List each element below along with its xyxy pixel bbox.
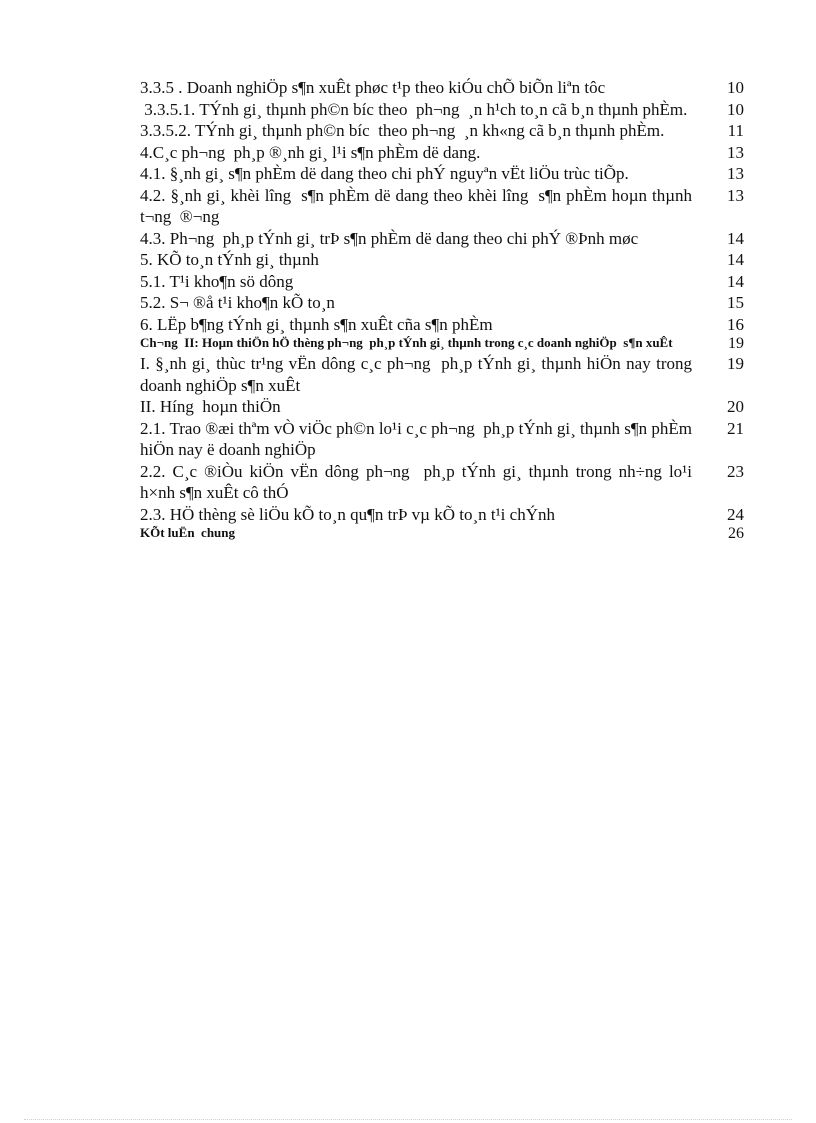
- toc-entry: [140, 249, 744, 271]
- toc-entry: [140, 163, 744, 185]
- toc-entry: [140, 185, 744, 228]
- toc-entry: [140, 292, 744, 314]
- toc-entry-page: 20: [727, 397, 744, 416]
- toc-entry-title: 5.2. S¬ ®å t¹i kho¶n kÕ to¸n: [140, 293, 335, 312]
- toc-entry-page: 23: [727, 461, 744, 481]
- toc-entry-page: 15: [727, 293, 744, 312]
- toc-entry: [140, 504, 744, 526]
- toc-entry-title: 2.2. C¸c ®iÒu kiÖn vËn dông ph¬ng ph¸p tÝnh gi¸ thµnh trong nh÷ng lo¹i h×nh s¶n xuÊt cô thÓ: [140, 461, 697, 502]
- toc-entry-page: 14: [727, 228, 744, 248]
- toc-entry-page: 14: [727, 271, 744, 291]
- toc-chapter-heading: [140, 335, 744, 353]
- toc-entry-page: 13: [727, 142, 744, 162]
- toc-entry: [140, 418, 744, 461]
- toc-entry-page: 19: [727, 354, 744, 373]
- toc-entry-page: 19: [728, 335, 744, 352]
- toc-entry-title: 4.2. §¸nh gi¸ khèi lîng s¶n phÈm dë dang theo khèi lîng s¶n phÈm hoµn thµnh t¬ng ®¬ng: [140, 185, 697, 226]
- toc-entry-title: 4.3. Ph¬ng ph¸p tÝnh gi¸ trÞ s¶n phÈm dë dang theo chi phÝ ®Þnh møc: [140, 228, 639, 248]
- toc-entry-title: 5. KÕ to¸n tÝnh gi¸ thµnh: [140, 250, 319, 269]
- toc-entry-title: 4.C¸c ph¬ng ph¸p ®¸nh gi¸ l¹i s¶n phÈm dë dang.: [140, 142, 481, 162]
- toc-entry: [140, 396, 744, 418]
- toc-entry: [140, 77, 744, 99]
- toc-entry-page: 21: [727, 418, 744, 438]
- toc-entry-title: II. Híng hoµn thiÖn: [140, 397, 281, 416]
- toc-entry-title: 4.1. §¸nh gi¸ s¶n phÈm dë dang theo chi phÝ nguyªn vËt liÖu trùc tiÕp.: [140, 164, 629, 183]
- toc-entry: [140, 353, 744, 396]
- toc-entry-title: I. §¸nh gi¸ thùc tr¹ng vËn dông c¸c ph¬ng ph¸p tÝnh gi¸ thµnh hiÖn nay trong doanh nghiÖp s¶n xuÊt: [140, 354, 697, 395]
- toc-entry-title: 6. LËp b¶ng tÝnh gi¸ thµnh s¶n xuÊt cña s¶n phÈm: [140, 314, 493, 334]
- toc-entry-title: 3.3.5.1. TÝnh gi¸ thµnh ph©n bíc theo ph¬ng ¸n h¹ch to¸n cã b¸n thµnh phÈm.: [140, 99, 688, 119]
- toc-entry-page: 13: [727, 185, 744, 205]
- toc-entry-title: 3.3.5 . Doanh nghiÖp s¶n xuÊt phøc t¹p theo kiÓu chÕ biÕn liªn tôc: [140, 78, 606, 97]
- toc-entry-page: 11: [727, 121, 744, 140]
- toc-entry: [140, 314, 744, 336]
- toc-entry-title: 2.3. HÖ thèng sè liÖu kÕ to¸n qu¶n trÞ vµ kÕ to¸n t¹i chÝnh: [140, 504, 555, 524]
- toc-entry-page: 26: [728, 525, 744, 542]
- toc-entry-title: 3.3.5.2. TÝnh gi¸ thµnh ph©n bíc theo ph¬ng ¸n kh«ng cã b¸n thµnh phÈm.: [140, 121, 665, 140]
- toc-entry-page: 24: [727, 504, 744, 524]
- toc-entry: [140, 228, 744, 250]
- table-of-contents: [140, 77, 744, 543]
- toc-entry-page: 16: [727, 314, 744, 334]
- toc-entry: [140, 461, 744, 504]
- toc-entry: [140, 120, 744, 142]
- toc-entry-page: 10: [727, 78, 744, 97]
- toc-entry-page: 13: [727, 164, 744, 183]
- page-bottom-divider: [24, 1119, 792, 1120]
- toc-entry: [140, 142, 744, 164]
- toc-entry-title: 2.1. Trao ®æi thªm vÒ viÖc ph©n lo¹i c¸c ph¬ng ph¸p tÝnh gi¸ thµnh s¶n phÈm hiÖn nay ë doanh nghiÖp: [140, 418, 697, 459]
- toc-entry: [140, 271, 744, 293]
- toc-entry-page: 14: [727, 250, 744, 269]
- toc-entry-title: Ch¬ng II: Hoµn thiÖn hÖ thèng ph¬ng ph¸p tÝnh gi¸ thµnh trong c¸c doanh nghiÖp s¶n xuÊt: [140, 335, 673, 350]
- toc-entry-title: 5.1. T¹i kho¶n sö dông: [140, 271, 294, 291]
- toc-conclusion-heading: [140, 525, 744, 543]
- toc-entry-title: KÕt luËn chung: [140, 525, 236, 540]
- toc-entry: [140, 99, 744, 121]
- toc-entry-page: 10: [727, 99, 744, 119]
